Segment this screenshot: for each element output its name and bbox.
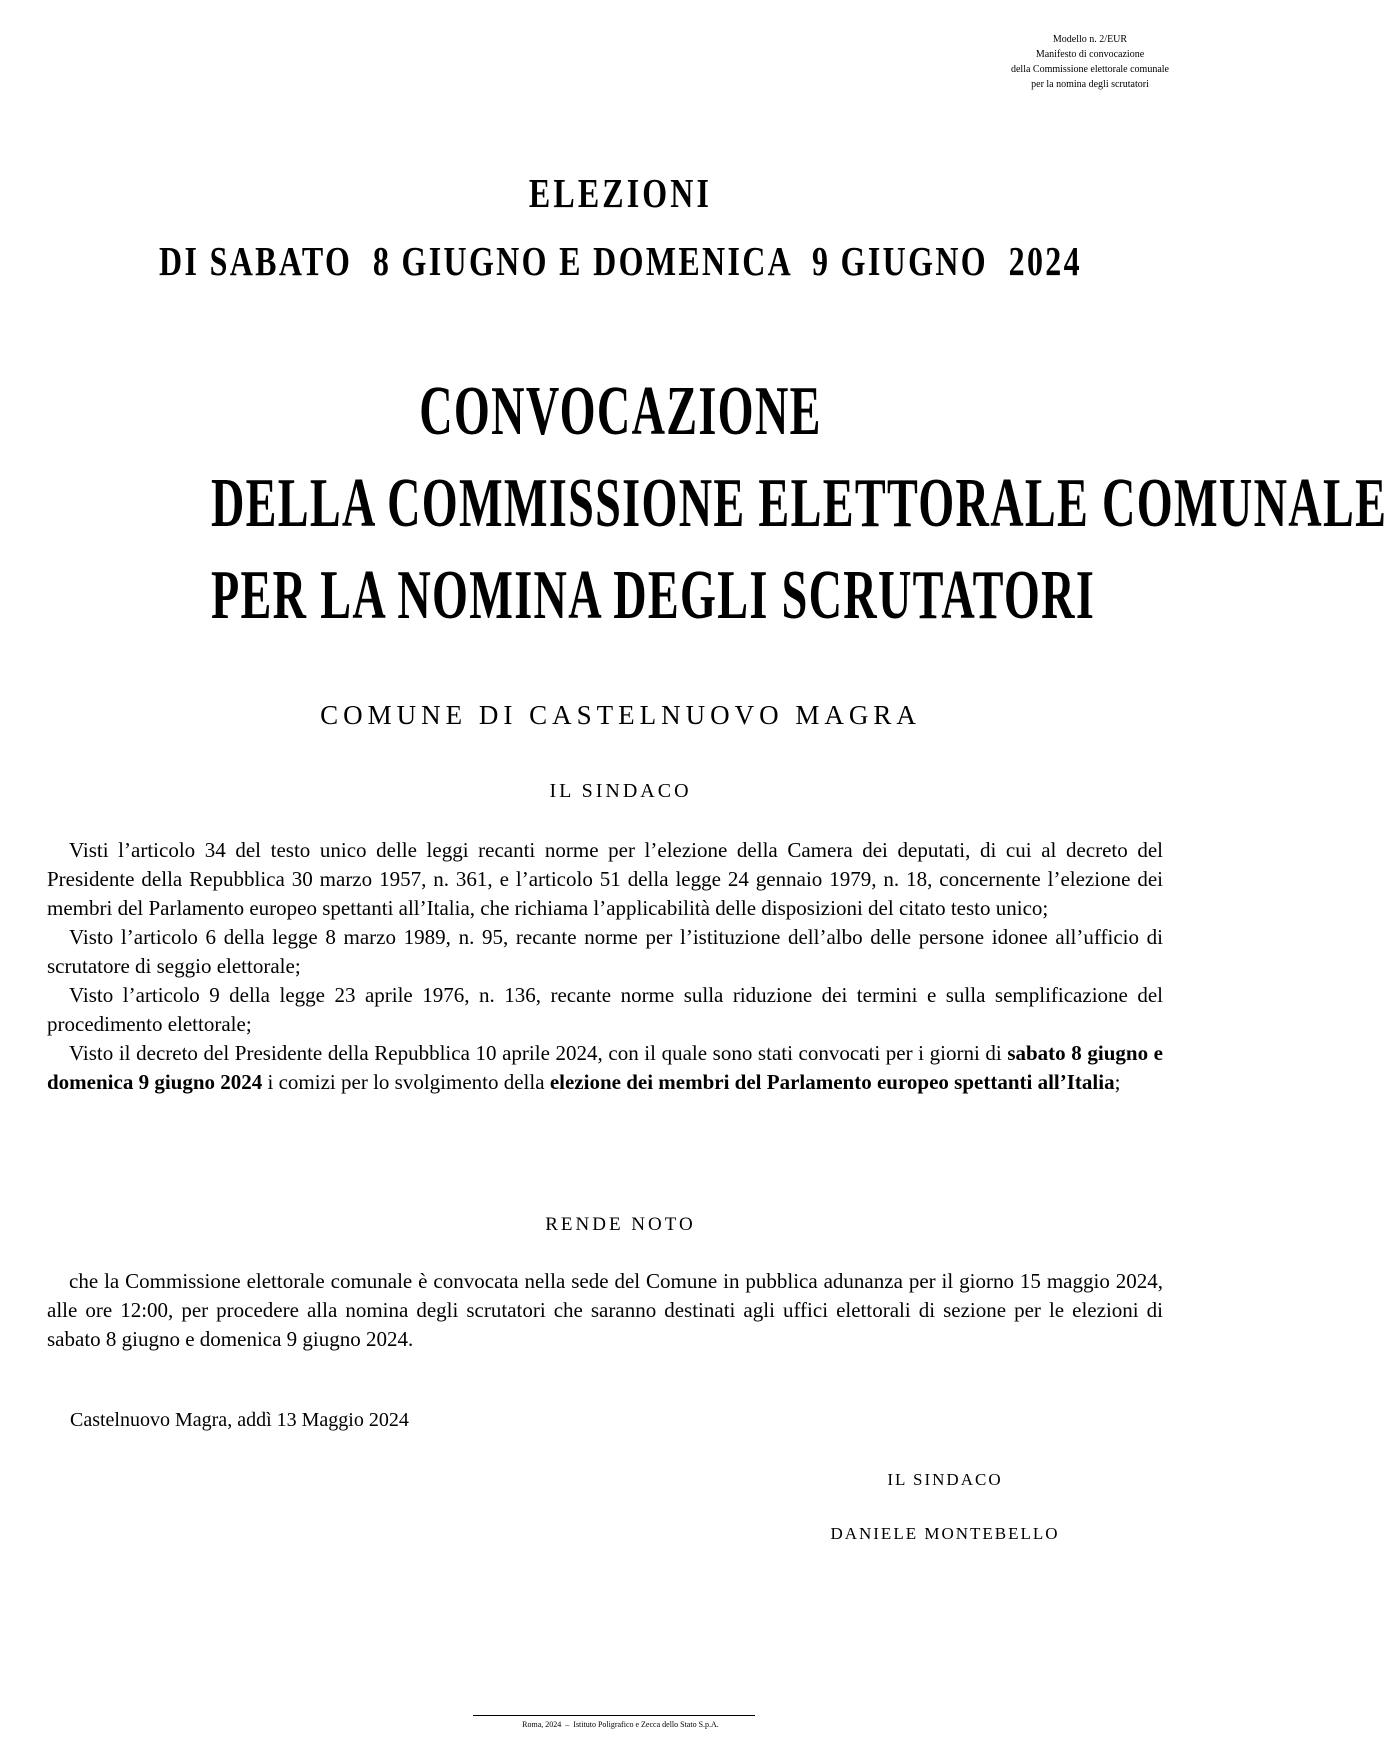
model-note-line: per la nomina degli scrutatori bbox=[1031, 79, 1149, 90]
decree-text: ; bbox=[1114, 1070, 1121, 1094]
signature-title: IL SINDACO bbox=[887, 1470, 1003, 1489]
municipality-name: COMUNE DI CASTELNUOVO MAGRA bbox=[320, 700, 921, 730]
title-line-1: CONVOCAZIONE bbox=[419, 373, 822, 450]
election-heading: ELEZIONI bbox=[528, 170, 713, 216]
signature-name: DANIELE MONTEBELLO bbox=[830, 1524, 1060, 1543]
preamble-paragraph: Visto l’articolo 6 della legge 8 marzo 1989, n. 95, recante norme per l’istituzione dell’albo delle persone idonee all’ufficio di scrutatore di seggio elettorale; bbox=[47, 925, 1163, 978]
notice-paragraph: che la Commissione elettorale comunale è convocata nella sede del Comune in pubblica adunanza per il giorno 15 maggio 2024, alle ore 12:00, per procedere alla nomina degli scrutatori che saranno destinati agli uffici elettorali di sezione per le elezioni di sabato 8 giugno e domenica 9 giugno 2024. bbox=[47, 1269, 1163, 1351]
place-and-date: Castelnuovo Magra, addì 13 Maggio 2024 bbox=[70, 1409, 409, 1431]
election-dates-bold: sabato 8 giugno e domenica 9 giugno 2024 bbox=[47, 1041, 1163, 1094]
election-object-bold: elezione dei membri del Parlamento europeo spettanti all’Italia bbox=[549, 1070, 1115, 1094]
preamble bbox=[47, 836, 1163, 1097]
authority-title: IL SINDACO bbox=[549, 780, 692, 802]
decree-text: Visto il decreto del Presidente della Repubblica 10 aprile 2024, con il quale sono stati convocati per i giorni di bbox=[69, 1041, 1008, 1065]
model-note-line: Modello n. 2/EUR bbox=[1052, 34, 1128, 45]
preamble-paragraph-decree bbox=[47, 1039, 1163, 1097]
model-note-line: Manifesto di convocazione bbox=[1035, 49, 1145, 60]
model-note bbox=[960, 32, 1220, 92]
title-line-2: DELLA COMMISSIONE ELETTORALE COMUNALE bbox=[210, 465, 1387, 542]
notice bbox=[47, 1267, 1163, 1354]
decree-text: i comizi per lo svolgimento della bbox=[262, 1070, 550, 1094]
preamble-paragraph: Visto l’articolo 9 della legge 23 aprile 1976, n. 136, recante norme sulla riduzione dei termini e sulla semplificazione del procedimento elettorale; bbox=[47, 983, 1163, 1036]
election-dates: DI SABATO 8 GIUGNO E DOMENICA 9 GIUGNO 2024 bbox=[159, 238, 1082, 284]
preamble-paragraph: Visti l’articolo 34 del testo unico delle leggi recanti norme per l’elezione della Camera dei deputati, di cui al decreto del Presidente della Repubblica 30 marzo 1957, n. 361, e l’articolo 51 della legge 24 gennaio 1979, n. 18, concernente l’elezione dei membri del Parlamento europeo spettanti all’Italia, che richiama l’applicabilità delle disposizioni del citato testo unico; bbox=[47, 838, 1163, 920]
rende-noto-heading: RENDE NOTO bbox=[545, 1214, 696, 1235]
footer-printer: Roma, 2024 – Istituto Poligrafico e Zecca dello Stato S.p.A. bbox=[522, 1720, 719, 1729]
title-line-3: PER LA NOMINA DEGLI SCRUTATORI bbox=[210, 557, 1096, 634]
footer-divider bbox=[473, 1715, 755, 1716]
model-note-line: della Commissione elettorale comunale bbox=[1010, 64, 1169, 75]
